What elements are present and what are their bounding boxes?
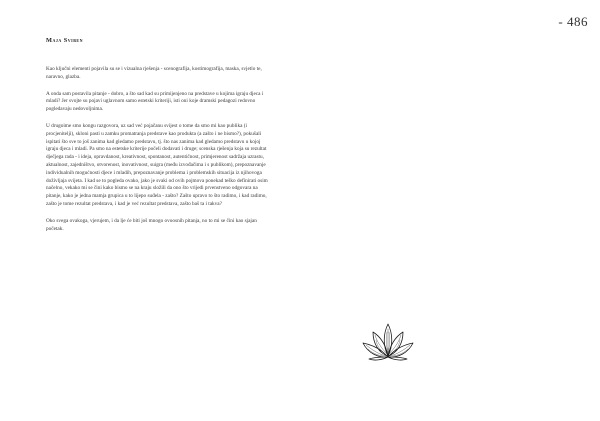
lotus-flower-icon	[362, 322, 414, 362]
paragraph-3: U drugoime smo kongu razgovora, uz sad već pojačanu svijest o tome da smo mi kao publika (i procjenitelji), skloni pasti u zamku promatranja predstave kao produkta (a zašto i ne bismo?), pokušali ispitati što sve to još zanima kad gledamo predstavu, tj. što nas zanima kad gledamo predstavu u kojoj igraju djeca i mladi. Pa smo na estetske kriterije počeli dodavati i druge; scenska rješenja koja su rezultat dječjega rada - i ideja, opravdanost, kreativnost, spontanost, autentičnost, primjerenost sadržaja uzrastu, aktualnost, zajedništvo, otvorenost, inovativnost, suigra (među izvođačima i s publikom), prepoznavanje individualnih mogućnosti djece i mladih, prepoznavanje problema i problemskih situacija iz njihovoga doživljaja svijeta. I kad se to pogleda ovako, jako je svaki od ovih pojmova ponekad teško definirati osim načelno, vekako mi se čini kako bismo se na kraju složili da ono što vrijedi prvenstveno odgovara na pitanje, kako je jedna mamja grupica u to lijepo suđela - zašto? Zašto upravo to što radimo, i kad radimo, zašto je tome rezultat predstava, i kad je već rezultat predstava, zašto baš ta i takva?	[46, 122, 268, 207]
author-name: Maja Sviben	[46, 37, 83, 44]
article-body	[46, 66, 271, 242]
paragraph-1: Kao ključni elementi pojavila su se i vizualna rješenja - scenografija, kostimografija, maska, svjetlo te, naravno, glazba.	[46, 66, 262, 80]
paragraph-2: A onda sam postavila pitanje - dobro, a što sad kad su primijenjeno na predstave u kojima igraju djeca i mladi? Jer svojte su pojavi uglavnom samo estetski kriteriji, isti oni koje dramski pedagozi redovno pogledavaju nedovoljnima.	[46, 90, 264, 113]
page-number: - 486	[558, 14, 588, 29]
paragraph-4: Oko svega ovakoga, vjerujem, i da lje će biti još mnogo ovoosnih pitanja, no to mi se čini kao sjajan početak.	[46, 217, 257, 232]
